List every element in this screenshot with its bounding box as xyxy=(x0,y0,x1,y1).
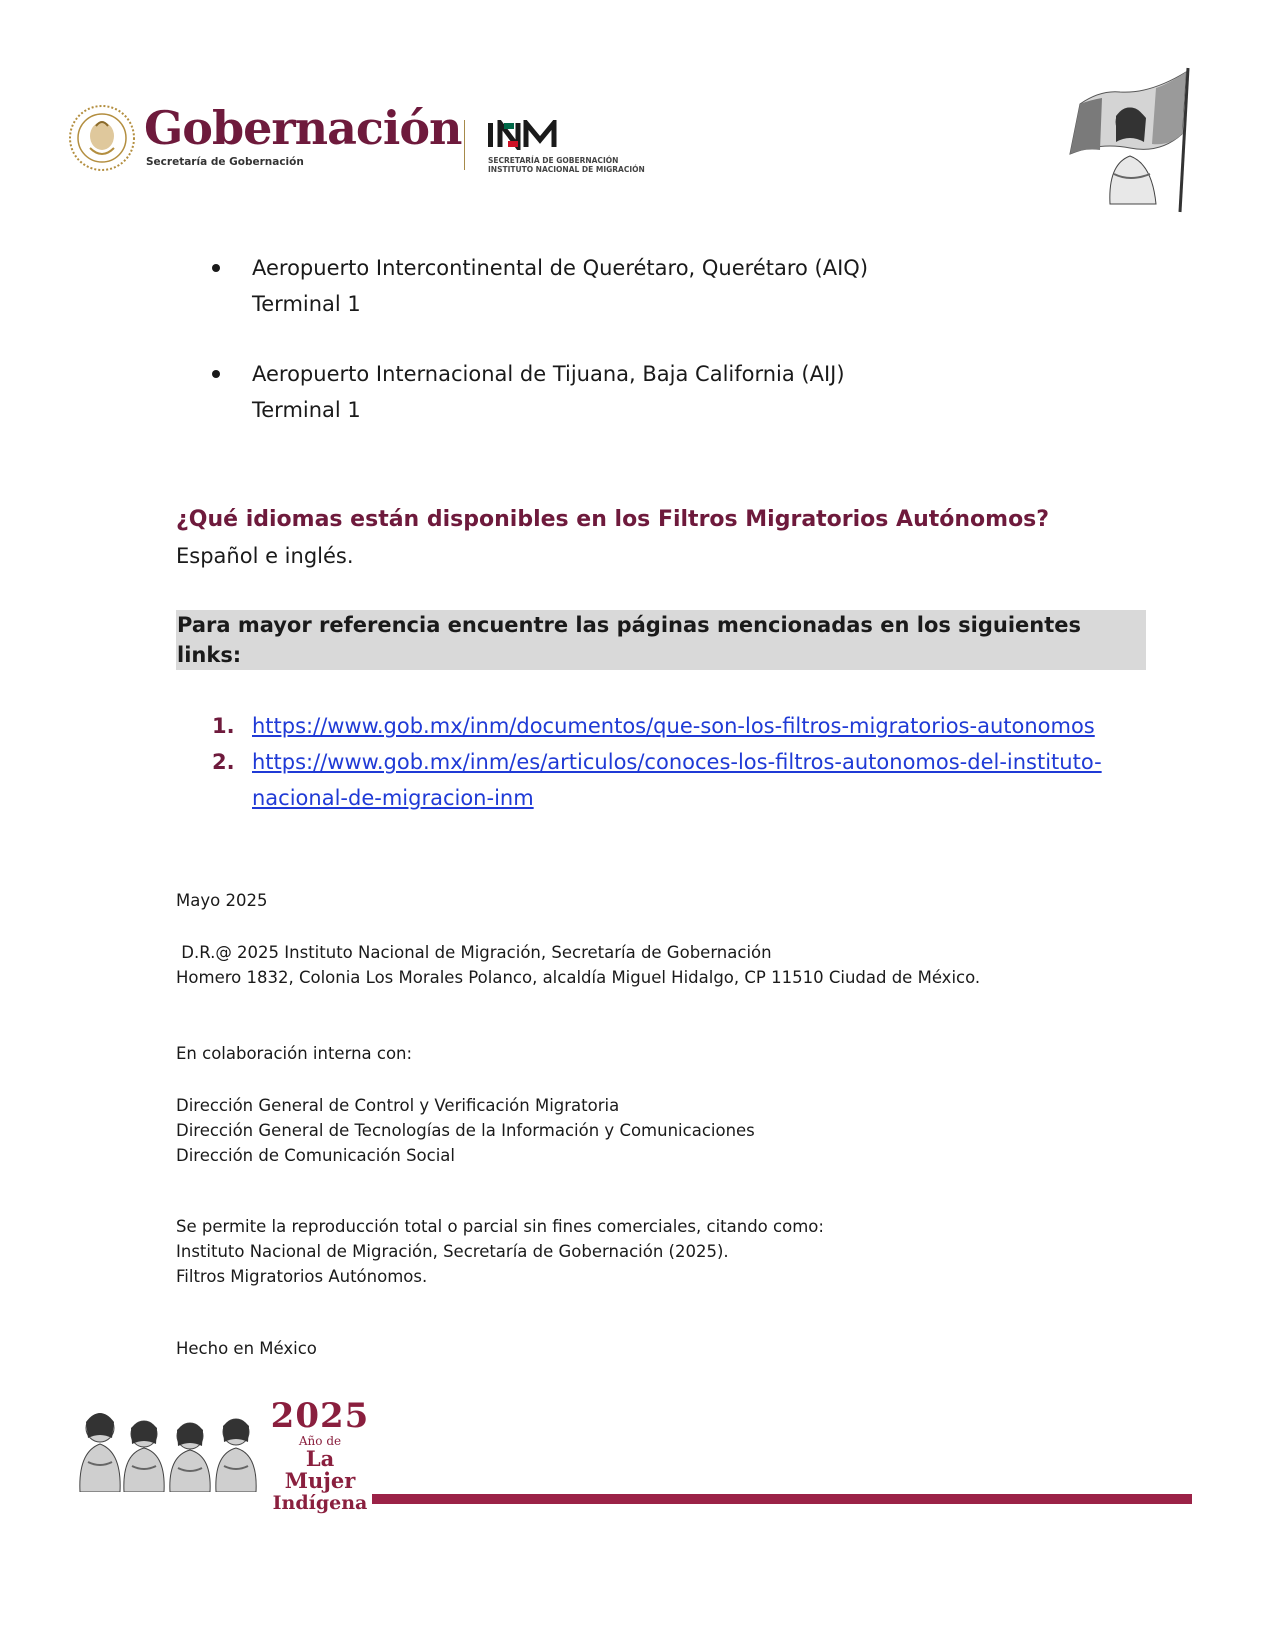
airport-name: Aeropuerto Intercontinental de Querétaro, Querétaro (AIQ) xyxy=(252,256,869,280)
reference-link-2[interactable] xyxy=(252,750,1102,810)
indigenous-women-illustration xyxy=(70,1392,270,1492)
badge-ano-de: Año de xyxy=(298,1434,342,1448)
airport-list xyxy=(176,250,1146,428)
page-brand-title: Gobernación xyxy=(144,101,462,155)
inm-subtitle-line-1: SECRETARÍA DE GOBERNACIÓN xyxy=(488,156,619,165)
badge-indigena: Indígena xyxy=(272,1492,368,1514)
reproduction-line: Se permite la reproducción total o parcial sin fines comerciales, citando como: xyxy=(176,1217,824,1236)
list-item xyxy=(176,744,1146,816)
inm-logo-icon xyxy=(488,120,578,150)
woman-with-flag-illustration xyxy=(1060,64,1210,214)
made-in-label: Hecho en México xyxy=(176,1339,317,1358)
reproduction-line: Instituto Nacional de Migración, Secretaría de Gobernación (2025). xyxy=(176,1242,729,1261)
year-of-indigenous-women-badge xyxy=(270,1398,370,1514)
airport-name: Aeropuerto Internacional de Tijuana, Baja California (AIJ) xyxy=(252,362,845,386)
faq-answer: Español e inglés. xyxy=(176,544,354,568)
publication-date: Mayo 2025 xyxy=(176,891,268,910)
reference-link-1[interactable]: https://www.gob.mx/inm/documentos/que-son-los-filtros-migratorios-autonomos xyxy=(252,714,1095,738)
copyright-block xyxy=(176,940,1176,990)
list-item xyxy=(176,708,1146,744)
footer-accent-bar xyxy=(372,1494,1192,1504)
brand-subtitle: Secretaría de Gobernación xyxy=(146,156,304,168)
collab-heading: En colaboración interna con: xyxy=(176,1044,413,1063)
reproduction-line: Filtros Migratorios Autónomos. xyxy=(176,1267,428,1286)
faq-question: ¿Qué idiomas están disponibles en los Filtros Migratorios Autónomos? xyxy=(176,507,1050,532)
reference-links-list xyxy=(176,708,1146,816)
badge-year: 2025 xyxy=(270,1396,370,1436)
link-line-2[interactable]: nacional-de-migracion-inm xyxy=(252,786,534,810)
reproduction-notice xyxy=(176,1214,1176,1289)
collaborators-list xyxy=(176,1093,1176,1168)
collaborator-item: Dirección de Comunicación Social xyxy=(176,1146,456,1165)
airport-terminal: Terminal 1 xyxy=(252,398,361,422)
badge-la-mujer: La Mujer xyxy=(284,1446,356,1493)
inm-subtitle-line-2: INSTITUTO NACIONAL DE MIGRACIÓN xyxy=(488,165,645,174)
bullet-icon xyxy=(212,370,220,378)
list-item xyxy=(176,250,1146,322)
airport-terminal: Terminal 1 xyxy=(252,292,361,316)
copyright-line: D.R.@ 2025 Instituto Nacional de Migración, Secretaría de Gobernación xyxy=(176,943,772,962)
link-line-1[interactable]: https://www.gob.mx/inm/es/articulos/conoces-los-filtros-autonomos-del-instituto- xyxy=(252,750,1102,774)
national-seal-icon xyxy=(68,104,136,172)
address-line: Homero 1832, Colonia Los Morales Polanco, alcaldía Miguel Hidalgo, CP 11510 Ciudad de México. xyxy=(176,968,981,987)
inm-subtitle xyxy=(488,156,645,174)
list-item xyxy=(176,356,1146,428)
header-divider xyxy=(464,120,465,170)
main-content xyxy=(176,250,1146,816)
list-number: 1. xyxy=(212,714,235,738)
bullet-icon xyxy=(212,264,220,272)
page-header xyxy=(68,98,1208,178)
collaborator-item: Dirección General de Control y Verificación Migratoria xyxy=(176,1096,620,1115)
references-heading: Para mayor referencia encuentre las páginas mencionadas en los siguientes links: xyxy=(176,610,1146,670)
list-number: 2. xyxy=(212,750,235,774)
collaborator-item: Dirección General de Tecnologías de la Información y Comunicaciones xyxy=(176,1121,755,1140)
